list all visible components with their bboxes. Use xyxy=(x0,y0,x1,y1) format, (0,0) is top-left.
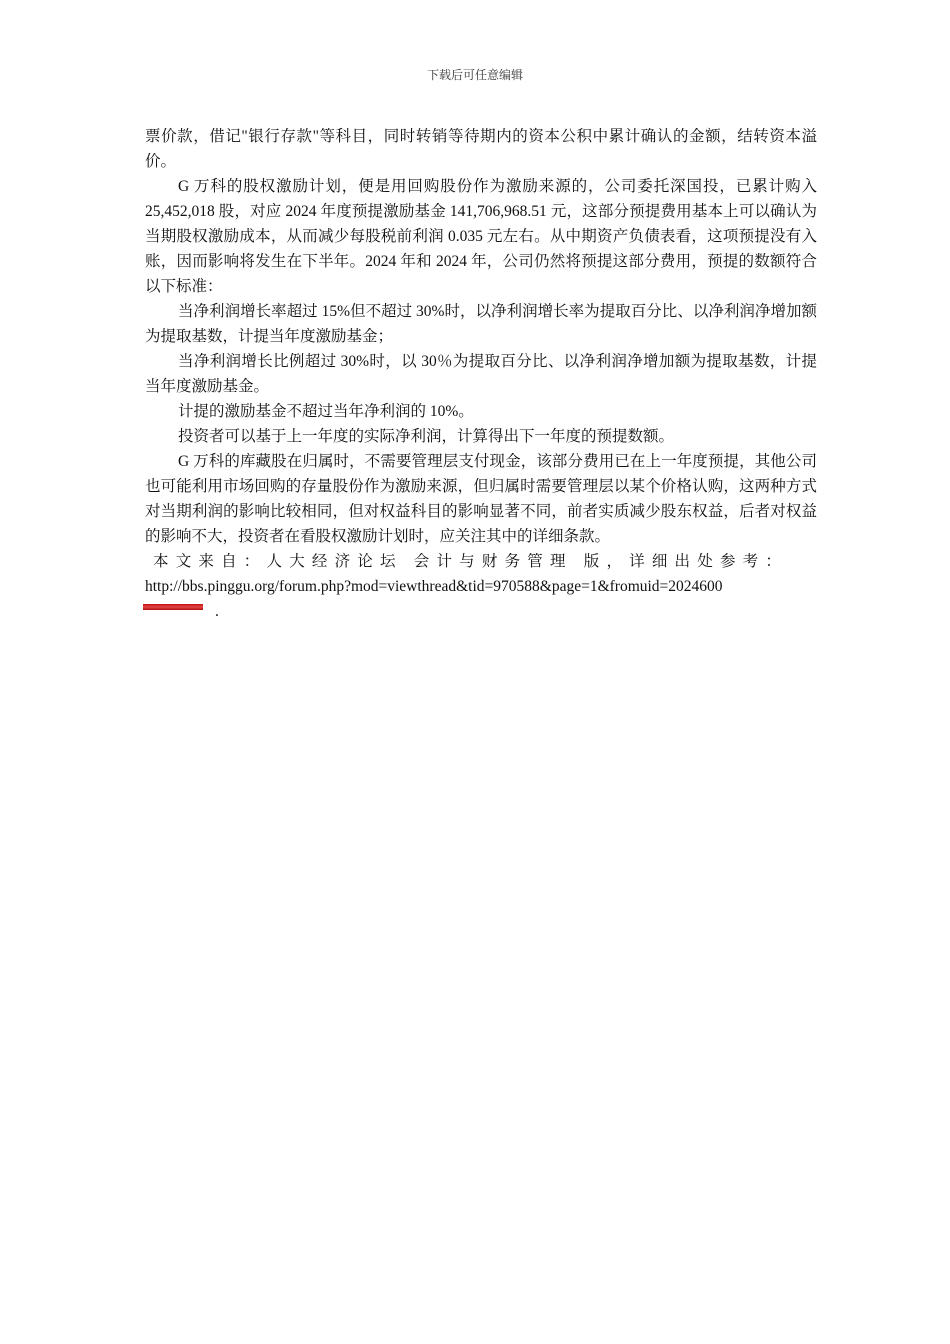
paragraph-7: G 万科的库藏股在归属时，不需要管理层支付现金，该部分费用已在上一年度预提，其他公司也可能利用市场回购的存量股份作为激励来源，但归属时需要管理层以某个价格认购，这两种方式对当期利润的影响比较相同，但对权益科目的影响显著不同，前者实质减少股东权益，后者对权益的影响不大，投资者在看股权激励计划时，应关注其中的详细条款。 xyxy=(145,453,817,545)
paragraph-1: 票价款，借记"银行存款"等科目，同时转销等待期内的资本公积中累计确认的金额，结转资本溢价。 xyxy=(145,128,817,170)
paragraph-4: 当净利润增长比例超过 30%时，以 30％为提取百分比、以净利润净增加额为提取基数，计提当年度激励基金。 xyxy=(145,353,817,395)
paragraph-2: G 万科的股权激励计划，便是用回购股份作为激励来源的，公司委托深国投，已累计购入 25,452,018 股，对应 2024 年度预提激励基金 141,706,968.51 元，这部分预提费用基本上可以确认为当期股权激励成本，从而减少每股税前利润 0.035 元左右。从中期资产负债表看，这项预提没有入账，因而影响将发生在下半年。2024 年和 2024 年，公司仍然将预提这部分费用，预提的数额符合以下标准： xyxy=(145,178,817,295)
footer-dot: . xyxy=(215,603,219,620)
paragraph-3: 当净利润增长率超过 15%但不超过 30%时，以净利润增长率为提取百分比、以净利润净增加额为提取基数，计提当年度激励基金； xyxy=(145,303,817,345)
source-line: 本文来自：人大经济论坛 会计与财务管理 版，详细出处参考： xyxy=(153,553,789,570)
red-divider-bar xyxy=(143,604,203,610)
footer-row xyxy=(145,599,817,624)
page-header: 下载后可任意编辑 xyxy=(426,68,523,82)
document-body xyxy=(145,124,817,624)
source-url-link[interactable]: http://bbs.pinggu.org/forum.php?mod=viewthread&tid=970588&page=1&fromuid=2024600 xyxy=(145,578,723,595)
paragraph-6: 投资者可以基于上一年度的实际净利润，计算得出下一年度的预提数额。 xyxy=(178,428,675,445)
paragraph-5: 计提的激励基金不超过当年净利润的 10%。 xyxy=(178,403,474,420)
